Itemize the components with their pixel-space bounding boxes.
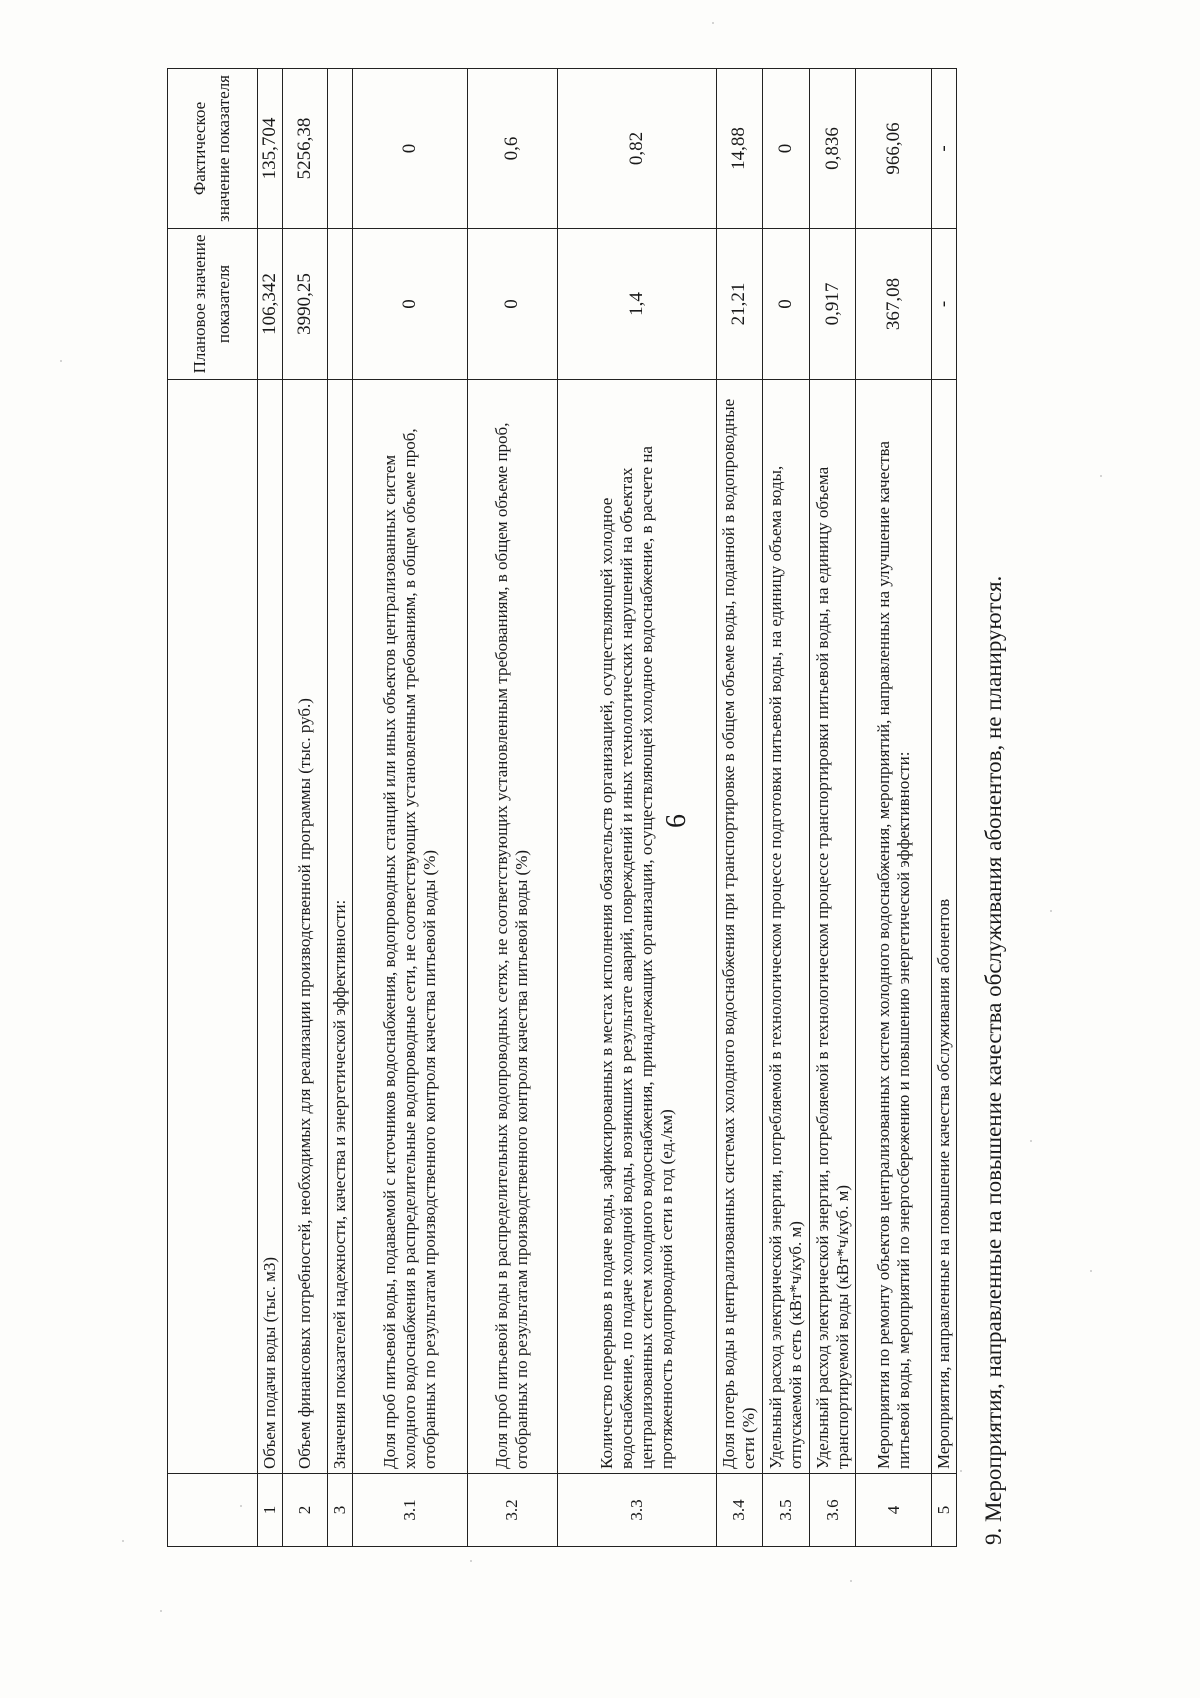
row-fact-value: 0: [763, 69, 810, 229]
indicators-table-body: [168, 69, 957, 1547]
scan-speck: [1030, 1140, 1032, 1142]
table-row: [353, 69, 468, 1547]
row-fact-value: 5256,38: [282, 69, 327, 229]
row-number: 1: [257, 1474, 282, 1547]
table-row: [856, 69, 932, 1547]
row-plan-value: 0: [353, 229, 468, 380]
indicators-table: [167, 68, 957, 1547]
row-indicator-name: Мероприятия, направленные на повышение качества обслуживания абонентов: [932, 380, 957, 1474]
row-plan-value: -: [932, 229, 957, 380]
row-indicator-name: Удельный расход электрической энергии, потребляемой в технологическом процессе подготовки питьевой воды, на единицу объема воды, отпускаемой в сеть (кВт*ч/куб. м): [763, 380, 810, 1474]
scan-speck: [712, 22, 714, 24]
scan-speck: [1050, 910, 1052, 912]
row-number: 3: [328, 1474, 353, 1547]
row-fact-value: -: [932, 69, 957, 229]
row-fact-value: [328, 69, 353, 229]
row-indicator-name: Значения показателей надежности, качества и энергетической эффективности:: [328, 380, 353, 1474]
row-fact-value: 135,704: [257, 69, 282, 229]
row-indicator-name: Мероприятия по ремонту объектов централизованных систем холодного водоснабжения, мероприятий, направленных на улучшение качества питьевой воды, мероприятий по энергосбережению и повышению энергетической эффективности:: [856, 380, 932, 1474]
row-number: 3.3: [557, 1474, 716, 1547]
scan-speck: [1090, 1270, 1092, 1272]
row-plan-value: 21,21: [716, 229, 763, 380]
row-number: 3.5: [763, 1474, 810, 1547]
header-name: [168, 380, 258, 1474]
row-fact-value: 0,82: [557, 69, 716, 229]
row-indicator-name: Количество перерывов в подаче воды, зафиксированных в местах исполнения обязательств организацией, осуществляющей холодное водоснабжение, по подаче холодной воды, возникших в результате аварий, повреждений и иных технологических нарушений на объектах централизованных систем холодного водоснабжения, принадлежащих организации, осуществляющей холодное водоснабжение, в расчете на протяженность водопроводной сети в год (ед./км): [557, 380, 716, 1474]
row-plan-value: 3990,25: [282, 229, 327, 380]
table-row: [557, 69, 716, 1547]
row-number: 3.2: [467, 1474, 557, 1547]
scan-speck: [470, 1560, 472, 1562]
table-row: [328, 69, 353, 1547]
row-number: 3.6: [809, 1474, 856, 1547]
table-row: [467, 69, 557, 1547]
row-number: 5: [932, 1474, 957, 1547]
page-number: 6: [661, 814, 692, 828]
table-header-row: [168, 69, 258, 1547]
header-plan: Плановое значение показателя: [168, 229, 258, 380]
row-plan-value: [328, 229, 353, 380]
table-row: [716, 69, 763, 1547]
row-number: 4: [856, 1474, 932, 1547]
scan-speck: [160, 1610, 162, 1612]
row-fact-value: 14,88: [716, 69, 763, 229]
row-indicator-name: Доля проб питьевой воды, подаваемой с источников водоснабжения, водопроводных станций или иных объектов централизованных систем холодного водоснабжения в распределительные водопроводные сети, не соответствующих установленным требованиям, в общем объеме проб, отобранных по результатам производственного контроля качества питьевой воды (%): [353, 380, 468, 1474]
row-indicator-name: Объем подачи воды (тыс. м3): [257, 380, 282, 1474]
row-plan-value: 0: [467, 229, 557, 380]
footnote-text: 9. Мероприятия, направленные на повышение качества обслуживания абонентов, не планируются.: [981, 575, 1006, 1545]
row-number: 2: [282, 1474, 327, 1547]
row-indicator-name: Доля потерь воды в централизованных системах холодного водоснабжения при транспортировке в общем объеме воды, поданной в водопроводные сети (%): [716, 380, 763, 1474]
row-number: 3.1: [353, 1474, 468, 1547]
row-fact-value: 966,06: [856, 69, 932, 229]
scan-speck: [60, 360, 62, 362]
table-row: [809, 69, 856, 1547]
table-row: [282, 69, 327, 1547]
table-row: [763, 69, 810, 1547]
scan-speck: [850, 1580, 852, 1582]
row-fact-value: 0,6: [467, 69, 557, 229]
row-indicator-name: Доля проб питьевой воды в распределительных водопроводных сетях, не соответствующих установленным требованиям, в общем объеме проб, отобранных по результатам производственного контроля качества питьевой воды (%): [467, 380, 557, 1474]
table-row: [932, 69, 957, 1547]
row-indicator-name: Объем финансовых потребностей, необходимых для реализации производственной программы (тыс. руб.): [282, 380, 327, 1474]
table-row: [257, 69, 282, 1547]
row-fact-value: 0,836: [809, 69, 856, 229]
header-fact: Фактическое значение показателя: [168, 69, 258, 229]
header-number: [168, 1474, 258, 1547]
row-indicator-name: Удельный расход электрической энергии, потребляемой в технологическом процессе транспортировки питьевой воды, на единицу объема транспортируемой воды (кВт*ч/куб. м): [809, 380, 856, 1474]
row-number: 3.4: [716, 1474, 763, 1547]
rotated-page-content: [167, 69, 1027, 1547]
row-plan-value: 106,342: [257, 229, 282, 380]
row-plan-value: 0,917: [809, 229, 856, 380]
row-plan-value: 1,4: [557, 229, 716, 380]
row-fact-value: 0: [353, 69, 468, 229]
row-plan-value: 367,08: [856, 229, 932, 380]
scan-speck: [1100, 475, 1102, 477]
scan-speck: [122, 1540, 124, 1542]
row-plan-value: 0: [763, 229, 810, 380]
